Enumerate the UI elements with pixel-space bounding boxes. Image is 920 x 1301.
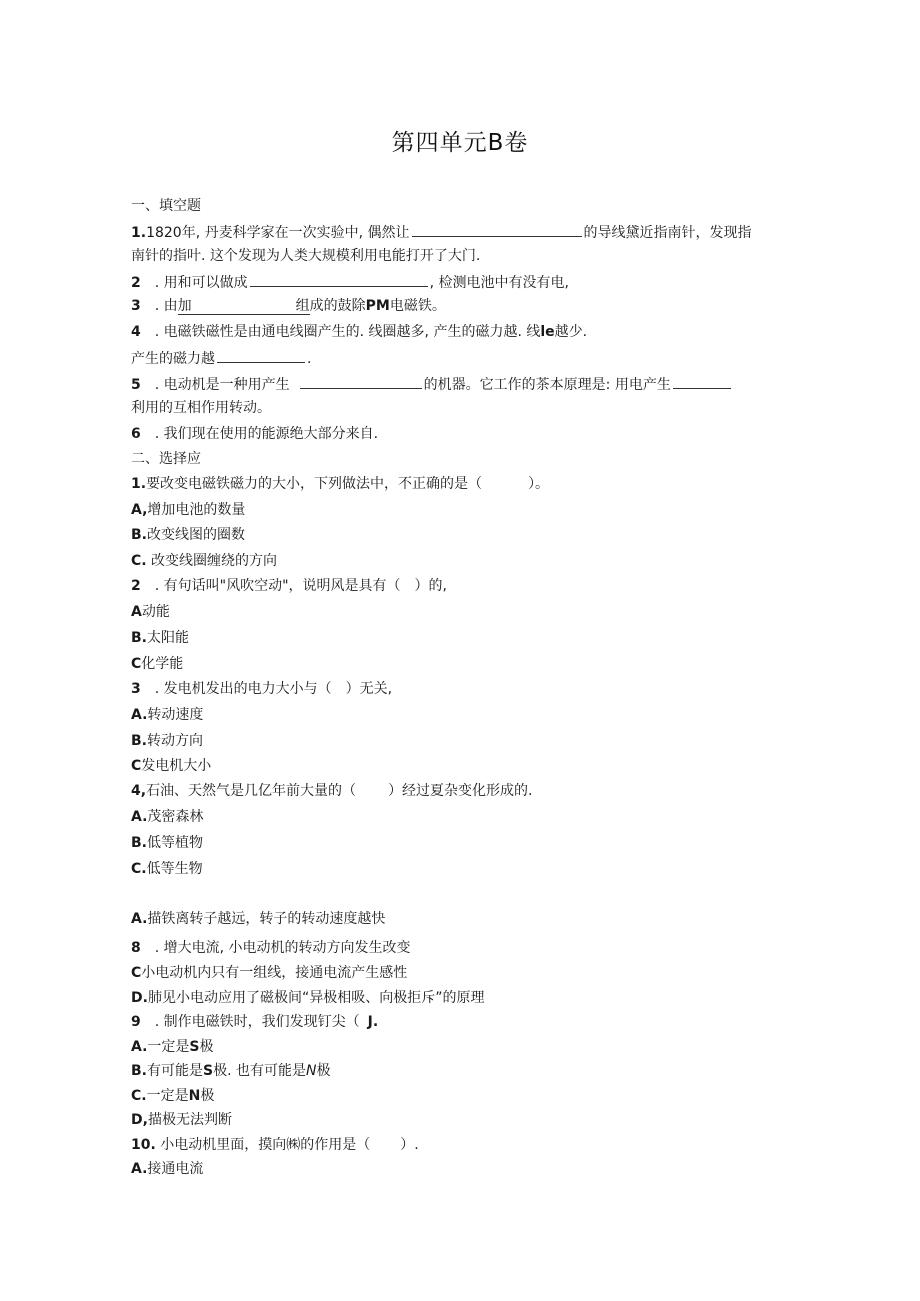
question-3 <box>131 296 446 316</box>
question-text: , 检测电池中有没有电, <box>429 275 570 291</box>
question-text: ）无关, <box>345 681 393 697</box>
option-a[interactable]: A,增加电池的数量 <box>131 502 246 518</box>
question-5-line-2: 利用的互相作用转动。 <box>131 400 271 416</box>
option-b[interactable]: B.有可能是S极. 也有可能是N极 <box>131 1063 331 1079</box>
option-a[interactable]: A.接通电流 <box>131 1161 204 1177</box>
question-text: 成的鼓除 <box>309 298 366 314</box>
option-c[interactable]: C发电机大小 <box>131 758 212 774</box>
question-number: 10. <box>131 1137 156 1153</box>
question-number: 3 <box>131 298 141 314</box>
option-a[interactable]: A.茂密森林 <box>131 809 204 825</box>
question-text: 小电动机里面，摸向㈱的作用是（ <box>160 1137 371 1153</box>
question-text: . 电磁铁磁性是由通电线圈产生的. 线圈越多, 产生的磁力越. 线 <box>154 324 541 340</box>
question-text: 石油、天然气是几亿年前大量的（ <box>146 783 357 799</box>
question-1-line-1 <box>131 221 752 243</box>
option-d[interactable]: D,描极无法判断 <box>131 1112 232 1128</box>
question-text: 要改变电磁铁磁力的大小，下列做法中，不正确的是（ <box>146 476 483 492</box>
answer-blank[interactable] <box>412 221 582 237</box>
question-text: . 制作电磁铁时，我们发现钉尖（ <box>154 1014 360 1030</box>
question-number: 2 <box>131 578 141 594</box>
question-text: 的导线黛近指南针，发现指 <box>583 225 752 241</box>
question-5-line-1 <box>131 373 733 395</box>
answer-blank[interactable] <box>300 373 422 389</box>
option-a[interactable]: A动能 <box>131 604 170 620</box>
question-number: 3 <box>131 681 141 697</box>
option-b[interactable]: B.太阳能 <box>131 630 189 646</box>
question-text: . 有句话叫"风吹空动"，说明风是具有（ <box>154 578 401 594</box>
question-text: ）经过夏杂变化形成的. <box>388 783 533 799</box>
question-number: 4 <box>131 324 141 340</box>
section-fill-in-heading: 一、填空题 <box>131 198 201 214</box>
answer-blank[interactable]: 加 组 <box>177 298 310 314</box>
option-d[interactable]: D.肺见小电动应用了磁极间“异极相吸、向极拒斥”的原理 <box>131 990 485 1006</box>
question-number: 1. <box>131 225 147 241</box>
question-text: . 增大电流, 小电动机的转动方向发生改变 <box>154 940 411 956</box>
option-b[interactable]: B.低等植物 <box>131 835 203 851</box>
question-text: 的机器。它工作的茶本原理是: 用电产生 <box>423 377 671 393</box>
choice-question-2 <box>131 576 447 596</box>
question-number: 1. <box>131 476 147 492</box>
option-c[interactable]: C小电动机内只有一组线，接通电流产生感性 <box>131 965 408 981</box>
answer-blank[interactable] <box>673 373 731 389</box>
choice-question-8 <box>131 938 411 958</box>
question-text: ）. <box>400 1137 419 1153</box>
answer-blank[interactable] <box>217 347 305 363</box>
question-text: . 电动机是一种用产生 <box>154 377 290 393</box>
choice-question-9 <box>131 1012 378 1032</box>
option-c[interactable]: C化学能 <box>131 656 184 672</box>
question-number: 6 <box>131 426 141 442</box>
choice-question-3 <box>131 679 392 699</box>
question-number: 5 <box>131 377 141 393</box>
question-number: 9 <box>131 1014 141 1030</box>
option-c[interactable]: C. 改变线圈缠绕的方向 <box>131 553 278 569</box>
choice-question-10 <box>131 1135 419 1155</box>
option-b[interactable]: B.改变线图的圈数 <box>131 527 245 543</box>
question-text: . 发电机发出的电力大小与（ <box>154 681 332 697</box>
question-text: . <box>307 351 312 367</box>
question-text: PM <box>365 298 390 314</box>
choice-question-4 <box>131 781 533 801</box>
option-a[interactable]: A.转动速度 <box>131 707 204 723</box>
question-text: . 我们现在使用的能源绝大部分来自. <box>154 426 379 442</box>
question-4-line-2 <box>131 347 311 369</box>
option-c[interactable]: C.低等生物 <box>131 861 203 877</box>
option-a[interactable]: A.描铁离转子越远，转子的转动速度越快 <box>131 911 386 927</box>
question-text: J. <box>367 1014 379 1030</box>
question-text: ）的, <box>414 578 447 594</box>
section-choice-heading: 二、选择应 <box>131 451 201 467</box>
option-b[interactable]: B.转动方向 <box>131 733 203 749</box>
question-text: ）。 <box>528 476 550 492</box>
question-text: . 用和可以做成 <box>154 275 248 291</box>
question-1-line-2: 南针的指叶. 这个发现为人类大规模利用电能打开了大门. <box>131 248 481 264</box>
option-a[interactable]: A.一定是S极 <box>131 1039 214 1055</box>
question-number: 2 <box>131 275 141 291</box>
option-c[interactable]: C.一定是N极 <box>131 1088 215 1104</box>
question-text: 产生的磁力越 <box>131 351 215 367</box>
question-number: 8 <box>131 940 141 956</box>
question-4-line-1 <box>131 322 587 342</box>
question-number: 4, <box>131 783 147 799</box>
question-text: 越少. <box>554 324 588 340</box>
choice-question-1 <box>131 474 549 494</box>
question-text: 电磁铁。 <box>389 298 446 314</box>
question-text: le <box>540 324 555 340</box>
question-text: 1820年, 丹麦科学家在一次实验中, 偶然让 <box>146 225 410 241</box>
question-6 <box>131 424 378 444</box>
question-text: . 由 <box>154 298 178 314</box>
answer-blank[interactable] <box>250 271 428 287</box>
page-title: 第四单元B卷 <box>391 130 529 156</box>
question-2 <box>131 271 569 293</box>
